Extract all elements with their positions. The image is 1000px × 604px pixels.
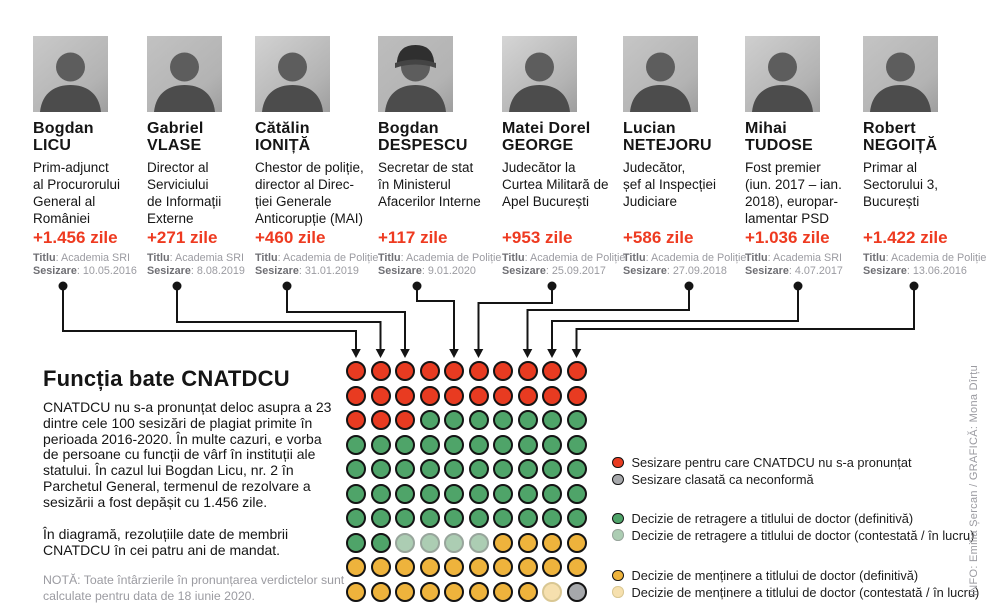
waffle-dot-yellow	[493, 582, 513, 602]
waffle-dot-green	[542, 410, 562, 430]
person-name: Matei Dorel GEORGE	[502, 120, 591, 154]
person-name: Cătălin IONIȚĂ	[255, 120, 311, 154]
delay-days: +271 zile	[147, 228, 218, 247]
legend-label: Decizie de menținere a titlului de doctor (contestată / în lucru)	[631, 584, 980, 600]
person-column	[255, 36, 379, 277]
person-column	[745, 36, 863, 277]
connector	[572, 282, 919, 359]
waffle-dot-green	[518, 508, 538, 528]
portrait-silhouette	[33, 36, 108, 112]
arrowhead-icon	[474, 349, 484, 358]
waffle-dot-green	[567, 508, 587, 528]
waffle-dot-green	[395, 459, 415, 479]
legend-swatch-yellow	[612, 570, 624, 582]
portrait-photo	[502, 36, 577, 112]
meta-sesizare: Sesizare: 8.08.2019	[147, 265, 245, 277]
waffle-dot-green	[469, 484, 489, 504]
waffle-dot-green	[346, 508, 366, 528]
meta-sesizare: Sesizare: 25.09.2017	[502, 265, 606, 277]
waffle-dot-red	[469, 386, 489, 406]
waffle-dot-green	[493, 435, 513, 455]
intro-paragraph-1: CNATDCU nu s-a pronunțat deloc asupra a 23 dintre cele 100 sesizări de plagiat primite în perioada 2016-2020. În multe cazuri, e vorba de persoane cu funcții de vârf în instituții ale statului. În cazul lui Bogdan Licu, nr. 2 în Parchetul General, termenul de rezolvare a sesizării a fost depășit cu 1.456 zile.	[43, 399, 332, 510]
meta-titlu: Titlu: Academia de Poliție	[255, 252, 379, 264]
portrait-silhouette	[378, 36, 453, 112]
delay-days: +1.456 zile	[33, 228, 118, 247]
infographic-title: Funcția bate CNATDCU	[43, 366, 290, 391]
legend-item	[612, 473, 814, 487]
waffle-dot-red	[518, 361, 538, 381]
waffle-dot-green_light	[420, 533, 440, 553]
waffle-dot-green_light	[395, 533, 415, 553]
waffle-dot-yellow_light	[542, 582, 562, 602]
waffle-dot-red	[493, 386, 513, 406]
waffle-dot-red	[371, 386, 391, 406]
connector	[59, 282, 361, 359]
waffle-dot-yellow	[518, 582, 538, 602]
credit-text: INFO: Emilia Șercan / GRAFICĂ: Mona Dîrțu	[968, 364, 980, 596]
portrait-photo	[745, 36, 820, 112]
waffle-dot-yellow	[567, 533, 587, 553]
waffle-dot-red	[469, 361, 489, 381]
portrait-silhouette	[745, 36, 820, 112]
waffle-dot-red	[346, 410, 366, 430]
waffle-dot-green	[346, 435, 366, 455]
waffle-dot-red	[346, 386, 366, 406]
waffle-dot-green	[493, 508, 513, 528]
meta-titlu: Titlu: Academia SRI	[147, 252, 245, 264]
person-meta	[147, 252, 245, 278]
person-meta	[255, 252, 378, 278]
waffle-dot-red	[420, 386, 440, 406]
meta-sesizare: Sesizare: 10.05.2016	[33, 265, 137, 277]
waffle-dot-yellow	[567, 557, 587, 577]
portrait-photo	[33, 36, 108, 112]
waffle-dot-red	[567, 361, 587, 381]
waffle-dot-red	[542, 361, 562, 381]
waffle-dot-red	[395, 386, 415, 406]
waffle-dot-green	[542, 459, 562, 479]
legend-item	[612, 456, 912, 470]
waffle-dot-green	[420, 435, 440, 455]
person-name: Gabriel VLASE	[147, 120, 204, 154]
person-column	[147, 36, 265, 277]
waffle-dot-green	[567, 435, 587, 455]
meta-sesizare: Sesizare: 31.01.2019	[255, 265, 359, 277]
person-column	[863, 36, 987, 277]
person-column	[33, 36, 151, 277]
waffle-dot-green	[420, 410, 440, 430]
delay-days: +460 zile	[255, 228, 326, 247]
waffle-dot-green	[444, 435, 464, 455]
person-role: Judecător, șef al Inspecției Judiciare	[623, 160, 717, 209]
portrait-silhouette	[863, 36, 938, 112]
waffle-dot-red	[493, 361, 513, 381]
legend-label: Decizie de retragere a titlului de doctor (definitivă)	[631, 511, 914, 526]
portrait-silhouette	[502, 36, 577, 112]
legend-item	[612, 512, 913, 526]
legend-label: Sesizare pentru care CNATDCU nu s-a pronunțat	[631, 455, 912, 470]
meta-sesizare: Sesizare: 27.09.2018	[623, 265, 727, 277]
person-meta	[33, 252, 137, 278]
waffle-dot-green	[518, 435, 538, 455]
portrait-photo	[863, 36, 938, 112]
portrait-silhouette	[147, 36, 222, 112]
legend-label: Sesizare clasată ca neconformă	[631, 472, 814, 487]
waffle-dot-green	[395, 435, 415, 455]
portrait-photo	[623, 36, 698, 112]
waffle-dot-green	[444, 484, 464, 504]
waffle-dot-gray	[567, 582, 587, 602]
waffle-dot-green	[518, 484, 538, 504]
waffle-dot-green	[518, 459, 538, 479]
legend-swatch-green_light	[612, 529, 624, 541]
delay-days: +117 zile	[378, 228, 448, 247]
waffle-dot-yellow	[542, 557, 562, 577]
waffle-dot-green	[371, 533, 391, 553]
waffle-dot-green	[518, 410, 538, 430]
delay-days: +586 zile	[623, 228, 694, 247]
person-column	[502, 36, 626, 277]
waffle-dot-green	[567, 459, 587, 479]
person-role: Prim-adjunct al Procurorului General al României	[33, 160, 121, 226]
meta-titlu: Titlu: Academia de Poliție	[502, 252, 626, 264]
portrait-photo	[378, 36, 453, 112]
legend-swatch-green	[612, 513, 624, 525]
waffle-dot-yellow	[518, 557, 538, 577]
person-name: Bogdan LICU	[33, 120, 94, 154]
arrowhead-icon	[351, 349, 361, 358]
waffle-dot-red	[567, 386, 587, 406]
waffle-dot-green	[395, 508, 415, 528]
waffle-dot-green	[395, 484, 415, 504]
person-meta	[378, 252, 501, 278]
person-role: Fost premier (iun. 2017 – ian. 2018), europar- lamentar PSD	[745, 160, 842, 226]
waffle-dot-red	[420, 361, 440, 381]
person-role: Primar al Sectorului 3, București	[863, 160, 939, 209]
waffle-dot-green	[493, 459, 513, 479]
arrowhead-icon	[376, 349, 386, 358]
delay-days: +1.036 zile	[745, 228, 830, 247]
waffle-dot-green	[346, 533, 366, 553]
note-text: NOTĂ: Toate întârzierile în pronunțarea verdictelor sunt calculate pentru data de 18 iunie 2020.	[43, 573, 345, 603]
waffle-dot-green	[469, 508, 489, 528]
portrait-silhouette	[623, 36, 698, 112]
delay-days: +953 zile	[502, 228, 573, 247]
connector	[523, 282, 694, 359]
waffle-dot-green	[469, 435, 489, 455]
portrait-photo	[147, 36, 222, 112]
meta-titlu: Titlu: Academia SRI	[745, 252, 843, 264]
waffle-dot-green	[542, 508, 562, 528]
connector	[173, 282, 386, 359]
waffle-dot-green_light	[469, 533, 489, 553]
person-name: Bogdan DESPESCU	[378, 120, 468, 154]
waffle-dot-yellow	[420, 582, 440, 602]
waffle-dot-red	[542, 386, 562, 406]
waffle-dot-red	[371, 410, 391, 430]
person-name: Robert NEGOIȚĂ	[863, 120, 938, 154]
meta-sesizare: Sesizare: 13.06.2016	[863, 265, 967, 277]
legend-label: Decizie de retragere a titlului de doctor (contestată / în lucru)	[631, 527, 975, 543]
waffle-dot-green	[469, 459, 489, 479]
waffle-dot-green	[542, 484, 562, 504]
waffle-dot-green	[469, 410, 489, 430]
person-role: Chestor de poliție, director al Direc- ției Generale Anticorupție (MAI)	[255, 160, 364, 226]
legend-item	[612, 569, 918, 583]
intro-paragraph-2: În diagramă, rezoluțiile date de membrii CNATDCU în cei patru ani de mandat.	[43, 526, 289, 558]
person-column	[378, 36, 502, 277]
waffle-dot-red	[371, 361, 391, 381]
waffle-dot-green	[371, 484, 391, 504]
person-role: Director al Serviciului de Informații Externe	[147, 160, 222, 226]
waffle-dot-yellow	[518, 533, 538, 553]
meta-sesizare: Sesizare: 9.01.2020	[378, 265, 476, 277]
legend-swatch-yellow_light	[612, 586, 624, 598]
waffle-dot-green	[567, 484, 587, 504]
connector	[474, 282, 557, 359]
person-meta	[623, 252, 746, 278]
waffle-dot-red	[346, 361, 366, 381]
person-column	[623, 36, 747, 277]
meta-sesizare: Sesizare: 4.07.2017	[745, 265, 843, 277]
arrowhead-icon	[572, 349, 582, 358]
waffle-dot-yellow	[493, 557, 513, 577]
person-role: Judecător la Curtea Militară de Apel București	[502, 160, 609, 209]
delay-days: +1.422 zile	[863, 228, 948, 247]
connector	[547, 282, 802, 359]
person-meta	[863, 252, 986, 278]
waffle-dot-red	[395, 361, 415, 381]
waffle-dot-red	[518, 386, 538, 406]
portrait-silhouette	[255, 36, 330, 112]
legend-item	[612, 585, 979, 599]
waffle-dot-red	[444, 361, 464, 381]
waffle-dot-green	[420, 459, 440, 479]
waffle-dot-red	[395, 410, 415, 430]
meta-titlu: Titlu: Academia SRI	[33, 252, 131, 264]
meta-titlu: Titlu: Academia de Poliție	[863, 252, 987, 264]
arrowhead-icon	[449, 349, 459, 358]
waffle-dot-green	[346, 484, 366, 504]
waffle-dot-green	[493, 484, 513, 504]
person-name: Lucian NETEJORU	[623, 120, 712, 154]
arrowhead-icon	[547, 349, 557, 358]
waffle-dot-green	[444, 508, 464, 528]
waffle-dot-green	[567, 410, 587, 430]
waffle-dot-green	[444, 410, 464, 430]
connector	[413, 282, 459, 359]
legend-item	[612, 528, 974, 542]
waffle-dot-yellow	[542, 533, 562, 553]
waffle-dot-yellow	[395, 557, 415, 577]
waffle-dot-green	[420, 484, 440, 504]
legend-swatch-red	[612, 457, 624, 469]
waffle-dot-red	[444, 386, 464, 406]
legend-label: Decizie de menținere a titlului de doctor (definitivă)	[631, 568, 919, 583]
waffle-dot-green	[444, 459, 464, 479]
waffle-dot-green	[542, 435, 562, 455]
waffle-dot-yellow	[469, 557, 489, 577]
connector	[283, 282, 410, 359]
waffle-dot-yellow	[444, 582, 464, 602]
waffle-dot-yellow	[493, 533, 513, 553]
waffle-dot-green_light	[444, 533, 464, 553]
waffle-dot-yellow	[395, 582, 415, 602]
waffle-dot-yellow	[469, 582, 489, 602]
person-meta	[502, 252, 625, 278]
meta-titlu: Titlu: Academia de Poliție	[378, 252, 502, 264]
waffle-dot-green	[371, 459, 391, 479]
legend-swatch-gray	[612, 474, 624, 486]
person-meta	[745, 252, 843, 278]
waffle-dot-green	[420, 508, 440, 528]
waffle-dot-yellow	[371, 582, 391, 602]
waffle-dot-green	[371, 435, 391, 455]
person-role: Secretar de stat în Ministerul Afacerilor Interne	[378, 160, 481, 209]
person-name: Mihai TUDOSE	[745, 120, 813, 154]
portrait-photo	[255, 36, 330, 112]
arrowhead-icon	[523, 349, 533, 358]
waffle-dot-yellow	[420, 557, 440, 577]
waffle-dot-yellow	[444, 557, 464, 577]
meta-titlu: Titlu: Academia de Poliție	[623, 252, 747, 264]
arrowhead-icon	[400, 349, 410, 358]
waffle-dot-green	[493, 410, 513, 430]
waffle-dot-yellow	[371, 557, 391, 577]
waffle-dot-green	[371, 508, 391, 528]
waffle-dot-green	[346, 459, 366, 479]
